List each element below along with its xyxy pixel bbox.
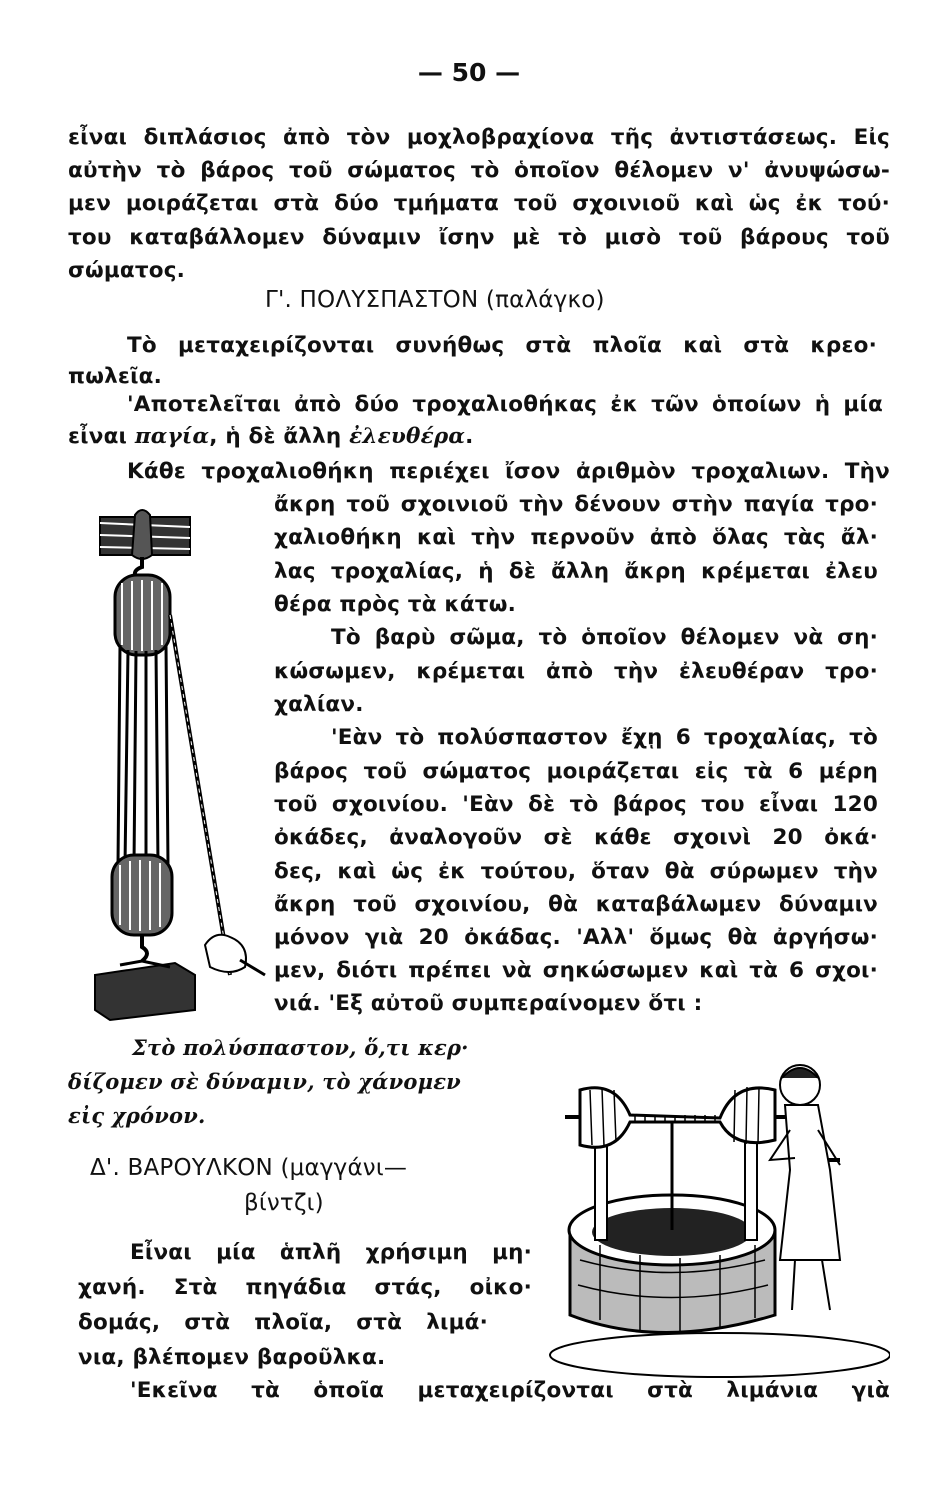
para5-line-2: χανή. Στὰ πηγάδια στάς, οἰκο· bbox=[78, 1275, 532, 1300]
right-col-line-5: Τὸ βαρὺ σῶμα, τὸ ὁποῖον θέλομεν νὰ ση· bbox=[331, 625, 878, 650]
term-pagia: παγία bbox=[134, 424, 210, 449]
para2-line-1: Τὸ μεταχειρίζονται συνήθως στὰ πλοῖα καὶ στὰ κρεο· bbox=[127, 333, 877, 358]
right-col-line-15: μεν, διότι πρέπει νὰ σηκώσωμεν καὶ τὰ 6 σχοι· bbox=[274, 958, 878, 983]
right-col-line-4: θέρα πρὸς τὰ κάτω. bbox=[274, 592, 516, 617]
last-line: 'Εκεῖνα τὰ ὁποῖα μεταχειρίζονται στὰ λιμάνια γιὰ bbox=[130, 1378, 890, 1403]
conclusion-line-2: δίζομεν σὲ δύναμιν, τὸ χάνομεν bbox=[68, 1069, 461, 1094]
right-col-line-3: λας τροχαλίας, ἡ δὲ ἄλλη ἄκρη κρέμεται ἐλευ bbox=[274, 559, 878, 584]
right-col-line-11: ὀκάδες, ἀναλογοῦν σὲ κάθε σχοινὶ 20 ὀκά· bbox=[274, 825, 878, 850]
para1-line-2: αὐτὴν τὸ βάρος τοῦ σώματος τὸ ὁποῖον θέλομεν ν' ἀνυψώσω- bbox=[68, 158, 890, 183]
right-col-line-6: κώσωμεν, κρέμεται ἀπὸ τὴν ἐλευθέραν τρο· bbox=[274, 659, 878, 684]
section-heading-varoulkon-cont: βίντζι) bbox=[244, 1190, 324, 1216]
para5-line-4: νια, βλέπομεν βαροῦλκα. bbox=[78, 1345, 386, 1370]
pulley-block-illustration bbox=[80, 505, 270, 1025]
right-col-line-14: μόνον γιὰ 20 ὀκάδας. 'Αλλ' ὅμως θὰ ἀργήσω· bbox=[274, 925, 878, 950]
para1-line-5: σώματος. bbox=[68, 258, 186, 283]
para3-text-a: εἶναι bbox=[68, 424, 135, 449]
conclusion-line-3: εἰς χρόνον. bbox=[68, 1103, 206, 1128]
para3-text-c: , ἡ δὲ ἄλλη bbox=[209, 424, 350, 449]
para3-line-1: 'Αποτελεῖται ἀπὸ δύο τροχαλιοθήκας ἐκ τῶν ὁποίων ἡ μία bbox=[127, 392, 883, 417]
right-col-line-10: τοῦ σχοινίου. 'Εὰν δὲ τὸ βάρος του εἶναι 120 bbox=[274, 792, 878, 817]
right-col-line-12: δες, καὶ ὡς ἐκ τούτου, ὅταν θὰ σύρωμεν τὴν bbox=[274, 859, 878, 884]
conclusion-line-1: Στὸ πολύσπαστον, ὅ,τι κερ· bbox=[132, 1035, 469, 1060]
right-col-line-7: χαλίαν. bbox=[274, 692, 364, 717]
para4-line-1: Κάθε τροχαλιοθήκη περιέχει ἴσον ἀριθμὸν τροχαλιων. Τὴν bbox=[127, 459, 890, 484]
para3-line-2 bbox=[68, 424, 473, 449]
right-col-line-2: χαλιοθήκη καὶ τὴν περνοῦν ἀπὸ ὅλας τὰς ἄλ· bbox=[274, 525, 878, 550]
right-col-line-9: βάρος τοῦ σώματος μοιράζεται εἰς τὰ 6 μέρη bbox=[274, 759, 878, 784]
para1-line-3: μεν μοιράζεται στὰ δύο τμήματα τοῦ σχοινιοῦ καὶ ὡς ἐκ τού· bbox=[68, 191, 890, 216]
page-number: — 50 — bbox=[417, 58, 521, 87]
well-windlass-illustration bbox=[540, 1060, 890, 1380]
right-col-line-1: ἄκρη τοῦ σχοινιοῦ τὴν δένουν στὴν παγία τρο· bbox=[274, 492, 878, 517]
para1-line-1: εἶναι διπλάσιος ἀπὸ τὸν μοχλοβραχίονα τῆς ἀντιστάσεως. Εἰς bbox=[68, 125, 890, 150]
para5-line-1: Εἶναι μία ἁπλῆ χρήσιμη μη· bbox=[130, 1240, 532, 1265]
right-col-line-13: ἄκρη τοῦ σχοινίου, θὰ καταβάλωμεν δύναμιν bbox=[274, 892, 878, 917]
section-heading-varoulkon: Δ'. ΒΑΡΟΥΛΚΟΝ (μαγγάνι— bbox=[90, 1155, 408, 1181]
para1-line-4: του καταβάλλομεν δύναμιν ἴσην μὲ τὸ μισὸ τοῦ βάρους τοῦ bbox=[68, 225, 890, 250]
right-col-line-16: νιά. 'Εξ αὐτοῦ συμπεραίνομεν ὅτι : bbox=[274, 991, 703, 1016]
para2-line-2: πωλεῖα. bbox=[68, 364, 162, 389]
para3-text-e: . bbox=[465, 424, 474, 449]
term-eleuthera: ἐλευθέρα bbox=[349, 424, 466, 449]
right-col-line-8: 'Εὰν τὸ πολύσπαστον ἔχῃ 6 τροχαλίας, τὸ bbox=[331, 725, 878, 750]
para5-line-3: δομάς, στὰ πλοῖα, στὰ λιμά· bbox=[78, 1310, 488, 1335]
section-heading-polyspaston: Γ'. ΠΟΛΥΣΠΑΣΤΟΝ (παλάγκο) bbox=[265, 287, 605, 313]
